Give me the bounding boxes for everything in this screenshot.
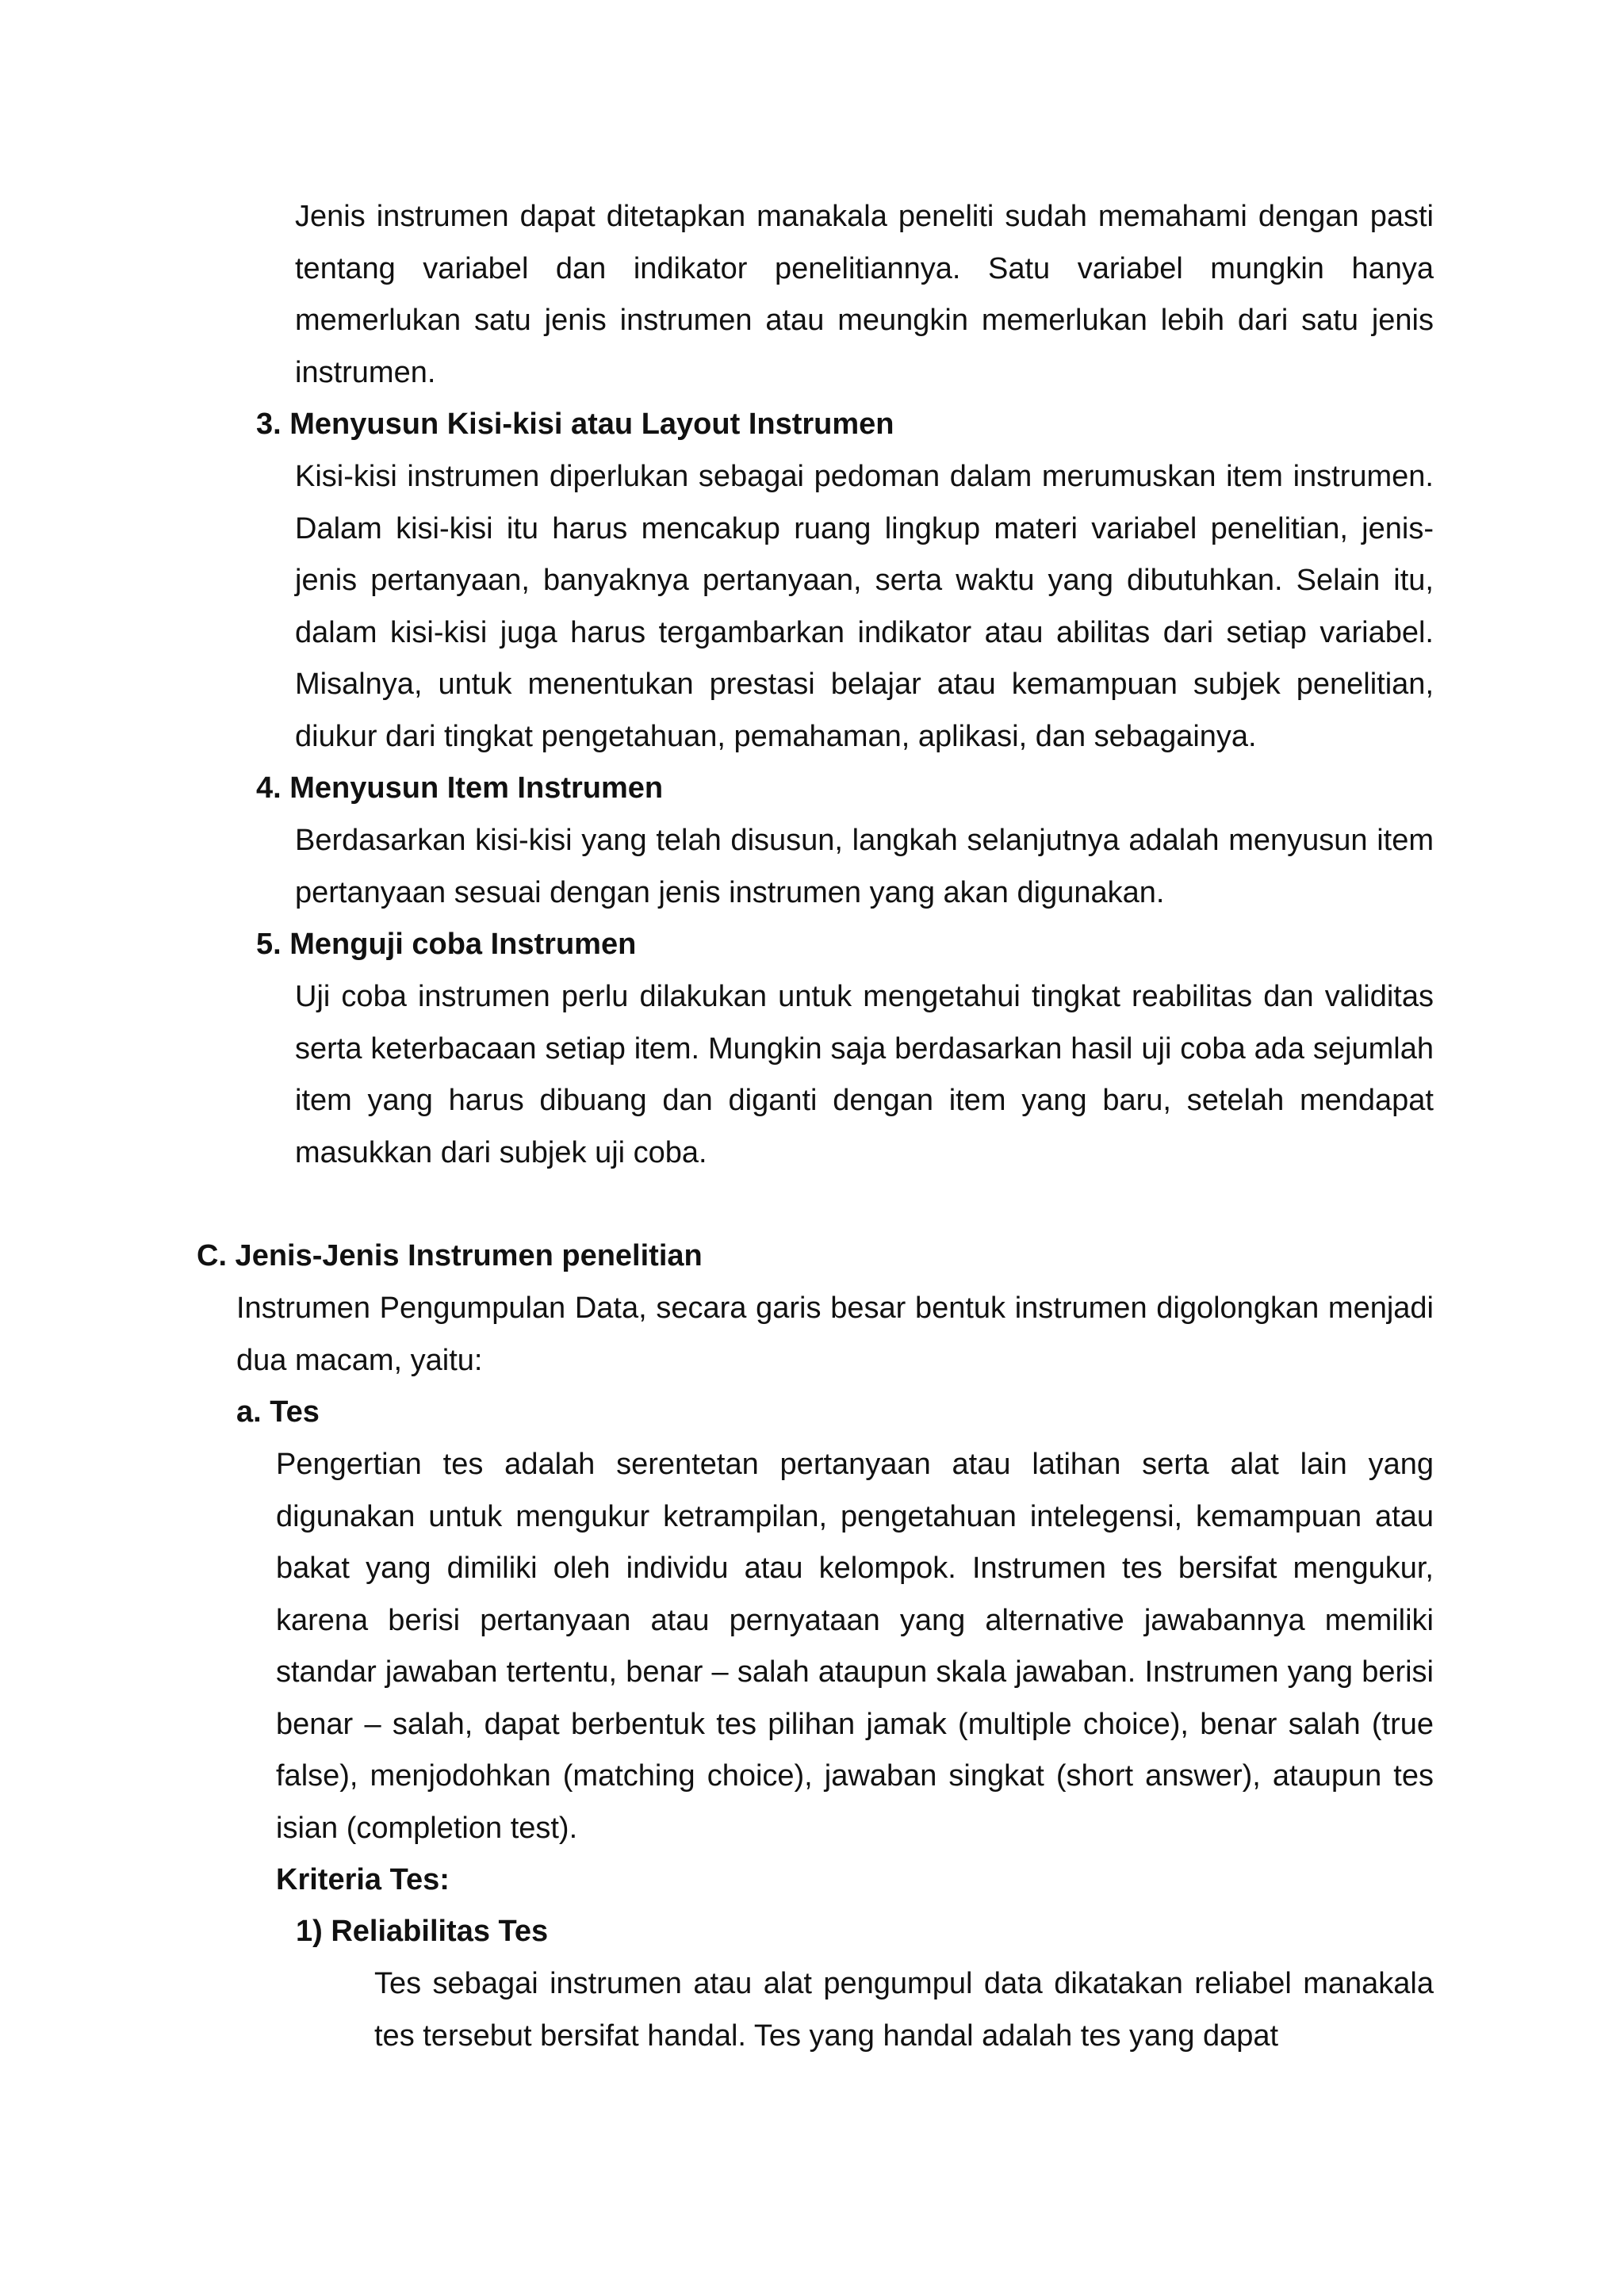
subsection-a-body: Pengertian tes adalah serentetan pertanyaan atau latihan serta alat lain yang digunakan untuk mengukur ketrampilan, pengetahuan intelegensi, kemampuan atau bakat yang dimiliki oleh individu atau kelompok. Instrumen tes bersifat mengukur, karena berisi pertanyaan atau pernyataan yang alternative jawabannya memiliki standar jawaban tertentu, benar – salah ataupun skala jawaban. Instrumen yang berisi benar – salah, dapat berbentuk tes pilihan jamak (multiple choice), benar salah (true false), menjodohkan (matching choice), jawaban singkat (short answer), ataupun tes isian (completion test).: [276, 1448, 1434, 1845]
step-3-body: Kisi-kisi instrumen diperlukan sebagai pedoman dalam merumuskan item instrumen. Dalam kisi-kisi itu harus mencakup ruang lingkup materi variabel penelitian, jenis-jenis pertanyaan, banyaknya pertanyaan, serta waktu yang dibutuhkan. Selain itu, dalam kisi-kisi juga harus tergambarkan indikator atau abilitas dari setiap variabel. Misalnya, untuk menentukan prestasi belajar atau kemampuan subjek penelitian, diukur dari tingkat pengetahuan, pemahaman, aplikasi, dan sebagainya.: [295, 460, 1434, 753]
step-3-title: Menyusun Kisi-kisi atau Layout Instrumen: [289, 408, 894, 441]
step-3-heading: [256, 399, 894, 451]
section-c-heading: C. Jenis-Jenis Instrumen penelitian: [197, 1239, 703, 1272]
criteria-heading: Kriteria Tes:: [276, 1863, 450, 1896]
step-5-title: Menguji coba Instrumen: [289, 928, 637, 961]
section-c-intro: Instrumen Pengumpulan Data, secara garis besar bentuk instrumen digolongkan menjadi dua macam, yaitu:: [236, 1292, 1434, 1377]
step-4-number: 4.: [256, 771, 282, 805]
step-4-heading: [256, 763, 663, 815]
step-5-heading: [256, 919, 636, 971]
subsection-a-heading: a. Tes: [236, 1395, 320, 1429]
criteria-item-1-heading: 1) Reliabilitas Tes: [296, 1915, 549, 1948]
criteria-item-1-body: Tes sebagai instrumen atau alat pengumpul data dikatakan reliabel manakala tes tersebut bersifat handal. Tes yang handal adalah tes yang dapat: [374, 1967, 1434, 2053]
step-5-body: Uji coba instrumen perlu dilakukan untuk mengetahui tingkat reabilitas dan validitas serta keterbacaan setiap item. Mungkin saja berdasarkan hasil uji coba ada sejumlah item yang harus dibuang dan diganti dengan item yang baru, setelah mendapat masukkan dari subjek uji coba.: [295, 980, 1434, 1169]
step-4-title: Menyusun Item Instrumen: [289, 771, 664, 805]
intro-paragraph: Jenis instrumen dapat ditetapkan manakala peneliti sudah memahami dengan pasti tentang variabel dan indikator penelitiannya. Satu variabel mungkin hanya memerlukan satu jenis instrumen atau meungkin memerlukan lebih dari satu jenis instrumen.: [295, 200, 1434, 389]
step-5-number: 5.: [256, 928, 282, 961]
step-4-body: Berdasarkan kisi-kisi yang telah disusun, langkah selanjutnya adalah menyusun item pertanyaan sesuai dengan jenis instrumen yang akan digunakan.: [295, 824, 1434, 909]
step-3-number: 3.: [256, 408, 282, 441]
